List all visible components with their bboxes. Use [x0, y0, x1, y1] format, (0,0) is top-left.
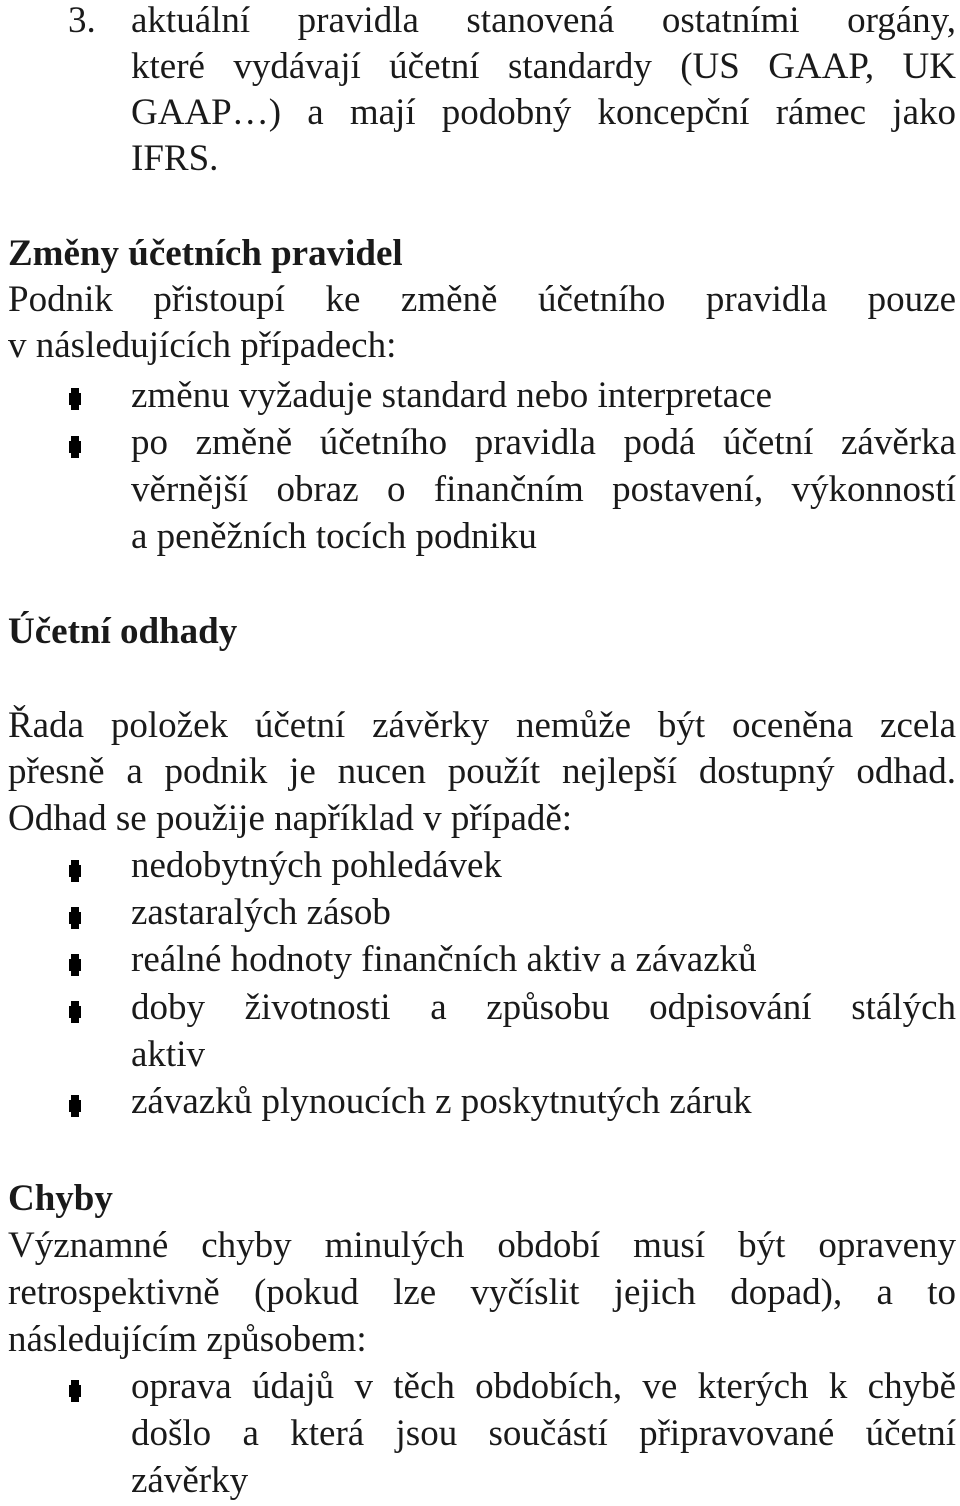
paragraph-line: přesně a podnik je nucen použít nejlepší dostupný odhad. — [8, 751, 956, 792]
bullet-line: aktiv — [131, 1034, 205, 1075]
list-number: 3. — [68, 0, 96, 41]
bullet-line: reálné hodnoty finančních aktiv a závazků — [131, 939, 757, 980]
paragraph-line: Významné chyby minulých období musí být opraveny — [8, 1225, 956, 1266]
bullet-line: nedobytných pohledávek — [131, 845, 502, 886]
bullet-line: a peněžních tocích podniku — [131, 516, 537, 557]
square-bullet-icon — [69, 441, 81, 453]
list-item-line: GAAP…) a mají podobný koncepční rámec jako — [131, 92, 956, 133]
bullet-line: došlo a která jsou součástí připravované účetní — [131, 1413, 956, 1454]
square-bullet-icon — [69, 865, 81, 877]
bullet-line: oprava údajů v těch obdobích, ve kterých k chybě — [131, 1366, 956, 1407]
bullet-line: zastaralých zásob — [131, 892, 391, 933]
bullet-line: po změně účetního pravidla podá účetní závěrka — [131, 422, 956, 463]
square-bullet-icon — [69, 959, 81, 971]
paragraph-line: v následujících případech: — [8, 325, 397, 366]
list-item-line: IFRS. — [131, 138, 219, 179]
bullet-line: závazků plynoucích z poskytnutých záruk — [131, 1081, 752, 1122]
section-heading: Chyby — [8, 1178, 113, 1219]
paragraph-line: Podnik přistoupí ke změně účetního pravidla pouze — [8, 279, 956, 320]
section-heading: Změny účetních pravidel — [8, 233, 403, 274]
paragraph-line: následujícím způsobem: — [8, 1319, 367, 1360]
paragraph-line: retrospektivně (pokud lze vyčíslit jejich dopad), a to — [8, 1272, 956, 1313]
bullet-line: doby životnosti a způsobu odpisování stálých — [131, 987, 956, 1028]
list-item-line: aktuální pravidla stanovená ostatními orgány, — [131, 0, 956, 41]
square-bullet-icon — [69, 1006, 81, 1018]
section-heading: Účetní odhady — [8, 611, 238, 652]
bullet-line: věrnější obraz o finančním postavení, výkonností — [131, 469, 956, 510]
list-item-line: které vydávají účetní standardy (US GAAP, UK — [131, 46, 956, 87]
paragraph-line: Řada položek účetní závěrky nemůže být oceněna zcela — [8, 705, 956, 746]
paragraph-line: Odhad se použije například v případě: — [8, 798, 573, 839]
square-bullet-icon — [69, 393, 81, 405]
square-bullet-icon — [69, 1100, 81, 1112]
bullet-line: závěrky — [131, 1460, 249, 1501]
square-bullet-icon — [69, 912, 81, 924]
bullet-line: změnu vyžaduje standard nebo interpretace — [131, 375, 773, 416]
square-bullet-icon — [69, 1385, 81, 1397]
